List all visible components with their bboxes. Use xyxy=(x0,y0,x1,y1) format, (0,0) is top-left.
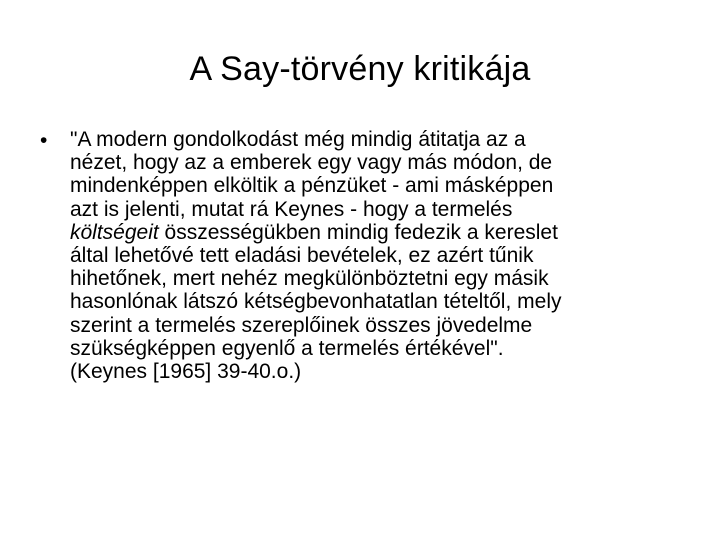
bullet-item xyxy=(36,128,684,383)
slide-body xyxy=(36,128,684,383)
citation-line: (Keynes [1965] 39-40.o.) xyxy=(70,360,302,384)
quote-line-10: szükségképpen egyenlő a termelés értékével". xyxy=(70,336,504,360)
slide-title: A Say-törvény kritikája xyxy=(189,50,531,88)
quote-line-7: hihetőnek, mert nehéz megkülönböztetni egy másik xyxy=(70,267,549,291)
quote-line-6: által lehetővé tett eladási bevételek, ez azért tűnik xyxy=(70,244,534,268)
quote-line-2: nézet, hogy az a emberek egy vagy más módon, de xyxy=(70,151,553,175)
emphasized-word: költségeit xyxy=(70,220,159,244)
quote-line-9: szerint a termelés szereplőinek összes jövedelme xyxy=(70,313,533,337)
quote-line-8: hasonlónak látszó kétségbevonhatatlan tételtől, mely xyxy=(70,290,562,314)
quote-line-5-rest: összességükben mindig fedezik a kereslet xyxy=(158,220,558,244)
quote-line-4: azt is jelenti, mutat rá Keynes - hogy a termelés xyxy=(70,197,513,221)
quote-line-1: "A modern gondolkodást még mindig átitatja az a xyxy=(70,128,526,151)
bullet-dot-icon: • xyxy=(40,129,48,152)
quote-line-3: mindenképpen elköltik a pénzüket - ami másképpen xyxy=(70,174,554,198)
quote-line-5 xyxy=(70,221,684,244)
